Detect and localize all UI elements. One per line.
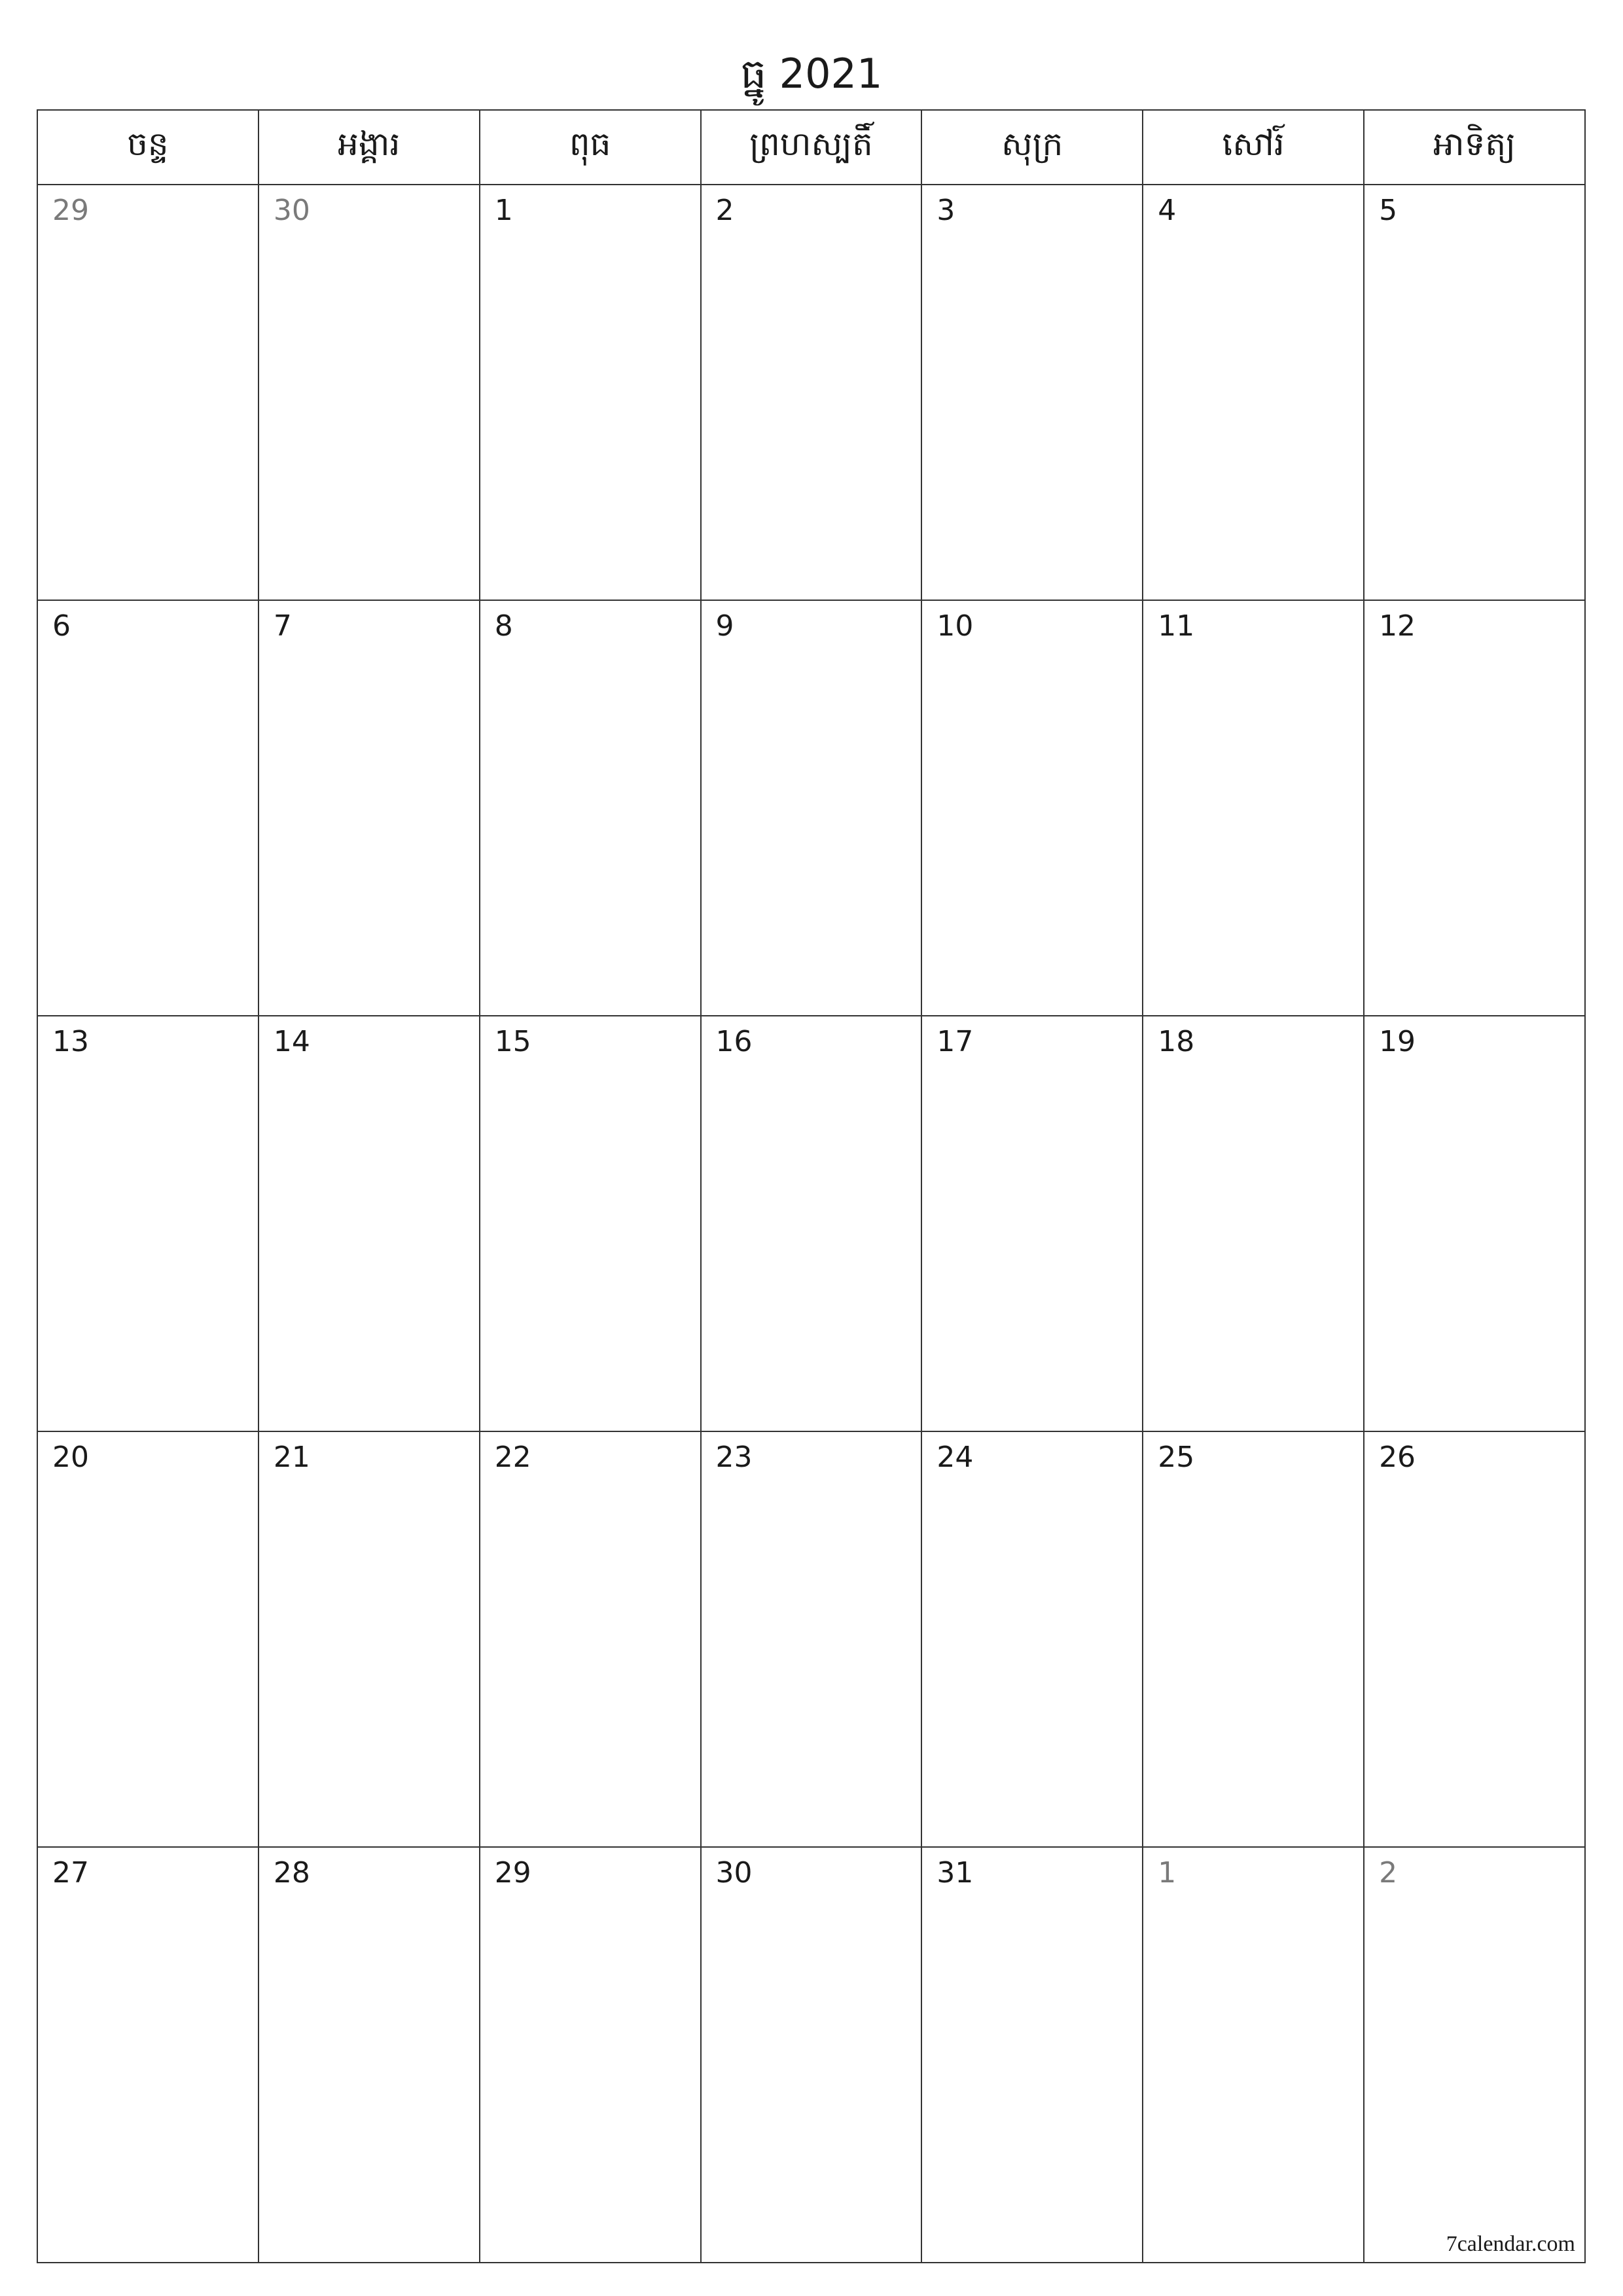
day-cell bbox=[1143, 1431, 1364, 1847]
day-number: 29 bbox=[494, 1856, 531, 1890]
day-number: 9 bbox=[715, 609, 734, 643]
day-cell bbox=[37, 600, 259, 1016]
day-cell bbox=[921, 185, 1143, 600]
watermark-text: 7calendar.com bbox=[1446, 2232, 1575, 2256]
weekday-header-saturday: សៅរ៍ bbox=[1143, 110, 1364, 185]
week-row bbox=[37, 1431, 1585, 1847]
weekday-header-sunday: អាទិត្យ bbox=[1364, 110, 1585, 185]
calendar-title: ធ្នូ 2021 bbox=[740, 50, 883, 98]
day-cell bbox=[1364, 185, 1585, 600]
day-cell bbox=[259, 1016, 480, 1431]
day-cell bbox=[37, 1431, 259, 1847]
day-cell bbox=[921, 1431, 1143, 1847]
weekday-header-row bbox=[37, 110, 1585, 185]
day-number: 13 bbox=[52, 1025, 89, 1058]
weekday-header-friday: សុក្រ bbox=[921, 110, 1143, 185]
day-cell bbox=[37, 1016, 259, 1431]
day-cell bbox=[701, 1847, 922, 2263]
day-cell bbox=[921, 1016, 1143, 1431]
day-cell bbox=[37, 185, 259, 600]
day-number: 22 bbox=[494, 1441, 531, 1474]
day-number: 25 bbox=[1158, 1441, 1195, 1474]
day-number: 14 bbox=[273, 1025, 310, 1058]
month-grid bbox=[37, 109, 1586, 2263]
day-number: 1 bbox=[494, 194, 513, 227]
day-number: 24 bbox=[936, 1441, 974, 1474]
weekday-header-thursday: ព្រហស្បតិ៍ bbox=[701, 110, 922, 185]
day-cell bbox=[259, 1431, 480, 1847]
day-number: 19 bbox=[1379, 1025, 1416, 1058]
day-cell bbox=[1143, 185, 1364, 600]
day-cell bbox=[701, 185, 922, 600]
day-cell bbox=[921, 1847, 1143, 2263]
day-number: 23 bbox=[715, 1441, 753, 1474]
day-cell bbox=[701, 600, 922, 1016]
day-number: 29 bbox=[52, 194, 89, 227]
day-cell bbox=[480, 1431, 701, 1847]
day-number: 17 bbox=[936, 1025, 974, 1058]
weekday-header-monday: ចន្ទ bbox=[37, 110, 259, 185]
day-number: 7 bbox=[273, 609, 292, 643]
day-cell bbox=[259, 600, 480, 1016]
day-cell bbox=[1364, 1431, 1585, 1847]
day-number: 12 bbox=[1379, 609, 1416, 643]
day-number: 20 bbox=[52, 1441, 89, 1474]
day-number: 21 bbox=[273, 1441, 310, 1474]
day-number: 8 bbox=[494, 609, 513, 643]
week-row bbox=[37, 600, 1585, 1016]
day-number: 16 bbox=[715, 1025, 753, 1058]
day-number: 2 bbox=[715, 194, 734, 227]
day-number: 27 bbox=[52, 1856, 89, 1890]
day-cell bbox=[1143, 600, 1364, 1016]
day-number: 4 bbox=[1158, 194, 1177, 227]
weekday-header-wednesday: ពុធ bbox=[480, 110, 701, 185]
day-cell bbox=[701, 1016, 922, 1431]
day-cell bbox=[701, 1431, 922, 1847]
day-number: 18 bbox=[1158, 1025, 1195, 1058]
day-number: 31 bbox=[936, 1856, 974, 1890]
week-row bbox=[37, 1016, 1585, 1431]
day-cell bbox=[259, 185, 480, 600]
day-number: 30 bbox=[273, 194, 310, 227]
day-cell bbox=[1364, 1016, 1585, 1431]
day-cell bbox=[37, 1847, 259, 2263]
day-cell bbox=[1364, 1847, 1585, 2263]
weekday-header-tuesday: អង្គារ bbox=[259, 110, 480, 185]
week-row bbox=[37, 1847, 1585, 2263]
day-number: 5 bbox=[1379, 194, 1398, 227]
day-cell bbox=[921, 600, 1143, 1016]
day-number: 30 bbox=[715, 1856, 753, 1890]
day-cell bbox=[1143, 1016, 1364, 1431]
day-cell bbox=[480, 1016, 701, 1431]
day-number: 2 bbox=[1379, 1856, 1398, 1890]
week-row bbox=[37, 185, 1585, 600]
day-number: 1 bbox=[1158, 1856, 1177, 1890]
day-cell bbox=[480, 600, 701, 1016]
day-number: 15 bbox=[494, 1025, 531, 1058]
day-cell bbox=[1143, 1847, 1364, 2263]
day-number: 11 bbox=[1158, 609, 1195, 643]
day-cell bbox=[259, 1847, 480, 2263]
day-number: 26 bbox=[1379, 1441, 1416, 1474]
day-number: 28 bbox=[273, 1856, 310, 1890]
day-cell bbox=[1364, 600, 1585, 1016]
day-number: 6 bbox=[52, 609, 71, 643]
day-cell bbox=[480, 1847, 701, 2263]
day-number: 3 bbox=[936, 194, 955, 227]
day-cell bbox=[480, 185, 701, 600]
day-number: 10 bbox=[936, 609, 974, 643]
